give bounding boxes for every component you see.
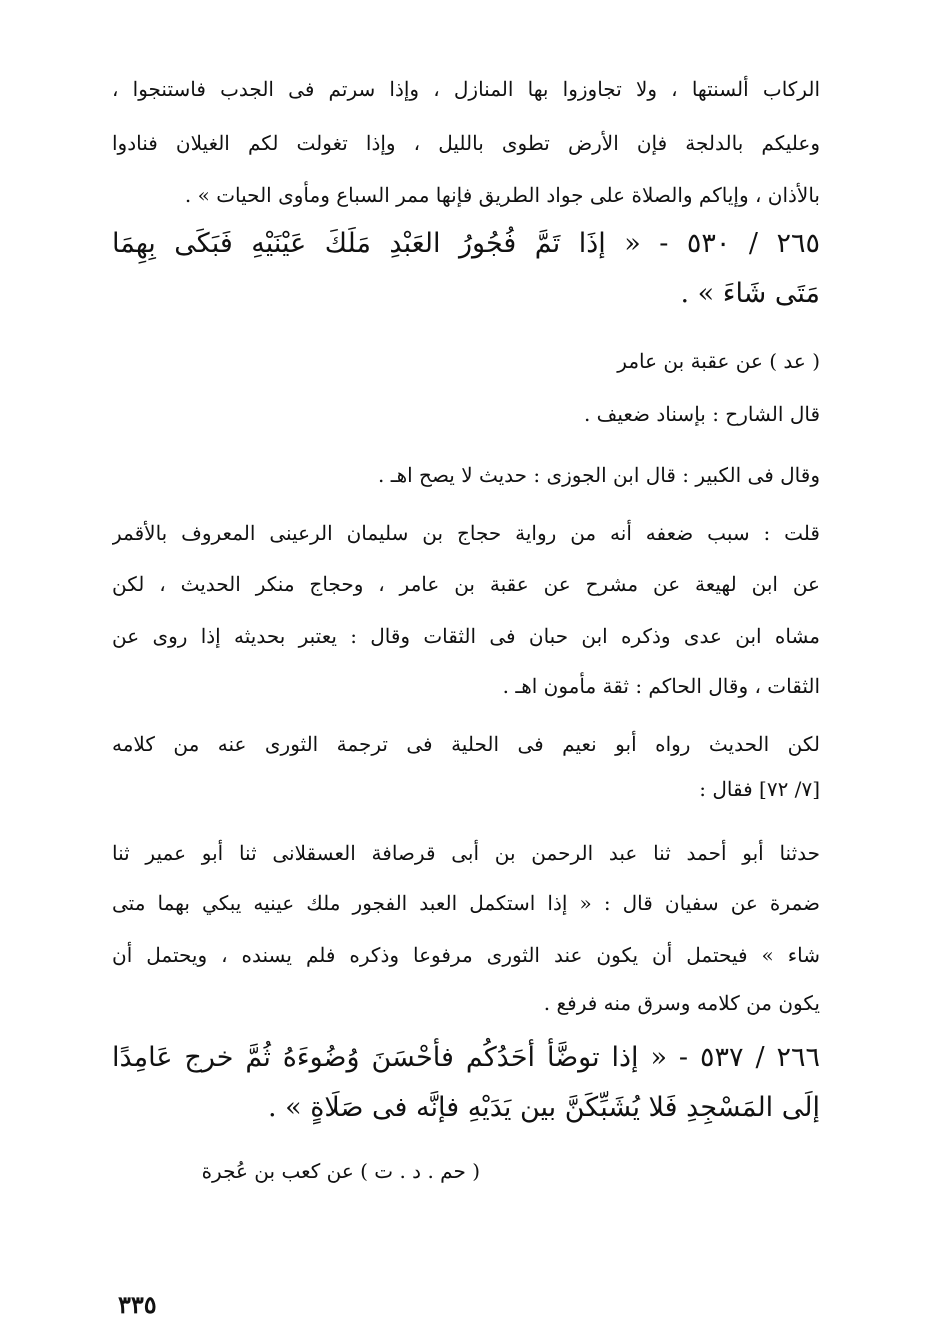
text-line: شاء » فيحتمل أن يكون عند الثورى مرفوعا وذكره فلم يسنده ، ويحتمل أن <box>112 943 820 967</box>
text-line: الثقات ، وقال الحاكم : ثقة مأمون اهـ . <box>502 674 820 698</box>
text-line: الركاب ألسنتها ، ولا تجاوزوا بها المنازل ، وإذا سرتم فى الجدب فاستنجوا ، <box>112 77 820 101</box>
text-line: حدثنا أبو أحمد ثنا عبد الرحمن بن أبى قرصافة العسقلانى ثنا أبو عمير ثنا <box>112 841 820 865</box>
hadith-line: ٢٦٥ / ٥٣٠ - « إذَا تَمَّ فُجُورُ العَبْدِ مَلَكَ عَيْنَيْهِ فَبَكَى بِهِمَا <box>112 228 820 259</box>
text-line: ضمرة عن سفيان قال : « إذا استكمل العبد الفجور ملك عينيه يبكي بهما متى <box>112 891 820 915</box>
text-line: بالأذان ، وإياكم والصلاة على جواد الطريق فإنها ممر السباع ومأوى الحيات » . <box>184 183 820 207</box>
page-number: ٣٣٥ <box>118 1290 157 1319</box>
hadith-line: إلَى المَسْجِدِ فَلا يُشَبِّكَنَّ بين يَدَيْهِ فإنَّه فى صَلَاةٍ » . <box>267 1092 820 1123</box>
source-line: ( حم . د . ت ) عن كعب بن عُجرة <box>201 1159 480 1183</box>
source-line: ( عد ) عن عقبة بن عامر <box>617 349 820 373</box>
hadith-line: ٢٦٦ / ٥٣٧ - « إذا توضَّأ أحَدُكُم فأحْسَنَ وُضُوءَهُ ثُمَّ خرج عَامِدًا <box>112 1042 820 1073</box>
text-line: لكن الحديث رواه أبو نعيم فى الحلية فى ترجمة الثورى عنه من كلامه <box>112 732 820 756</box>
hadith-line: مَتَى شَاءَ » . <box>680 278 820 309</box>
text-line: قال الشارح : بإسناد ضعيف . <box>583 402 820 426</box>
text-line: وعليكم بالدلجة فإن الأرض تطوى بالليل ، وإذا تغولت لكم الغيلان فنادوا <box>112 131 820 155</box>
text-line: قلت : سبب ضعفه أنه من رواية حجاج بن سليمان الرعينى المعروف بالأقمر <box>112 521 820 545</box>
text-line: [٧/ ٧٢] فقال : <box>699 777 820 801</box>
text-line: عن ابن لهيعة عن مشرح عن عقبة بن عامر ، وحجاج منكر الحديث ، لكن <box>112 572 820 596</box>
text-line: يكون من كلامه وسرق منه فرفع . <box>543 991 820 1015</box>
text-line: مشاه ابن عدى وذكره ابن حبان فى الثقات وقال : يعتبر بحديثه إذا روى عن <box>112 624 820 648</box>
text-line: وقال فى الكبير : قال ابن الجوزى : حديث لا يصح اهـ . <box>378 463 820 487</box>
